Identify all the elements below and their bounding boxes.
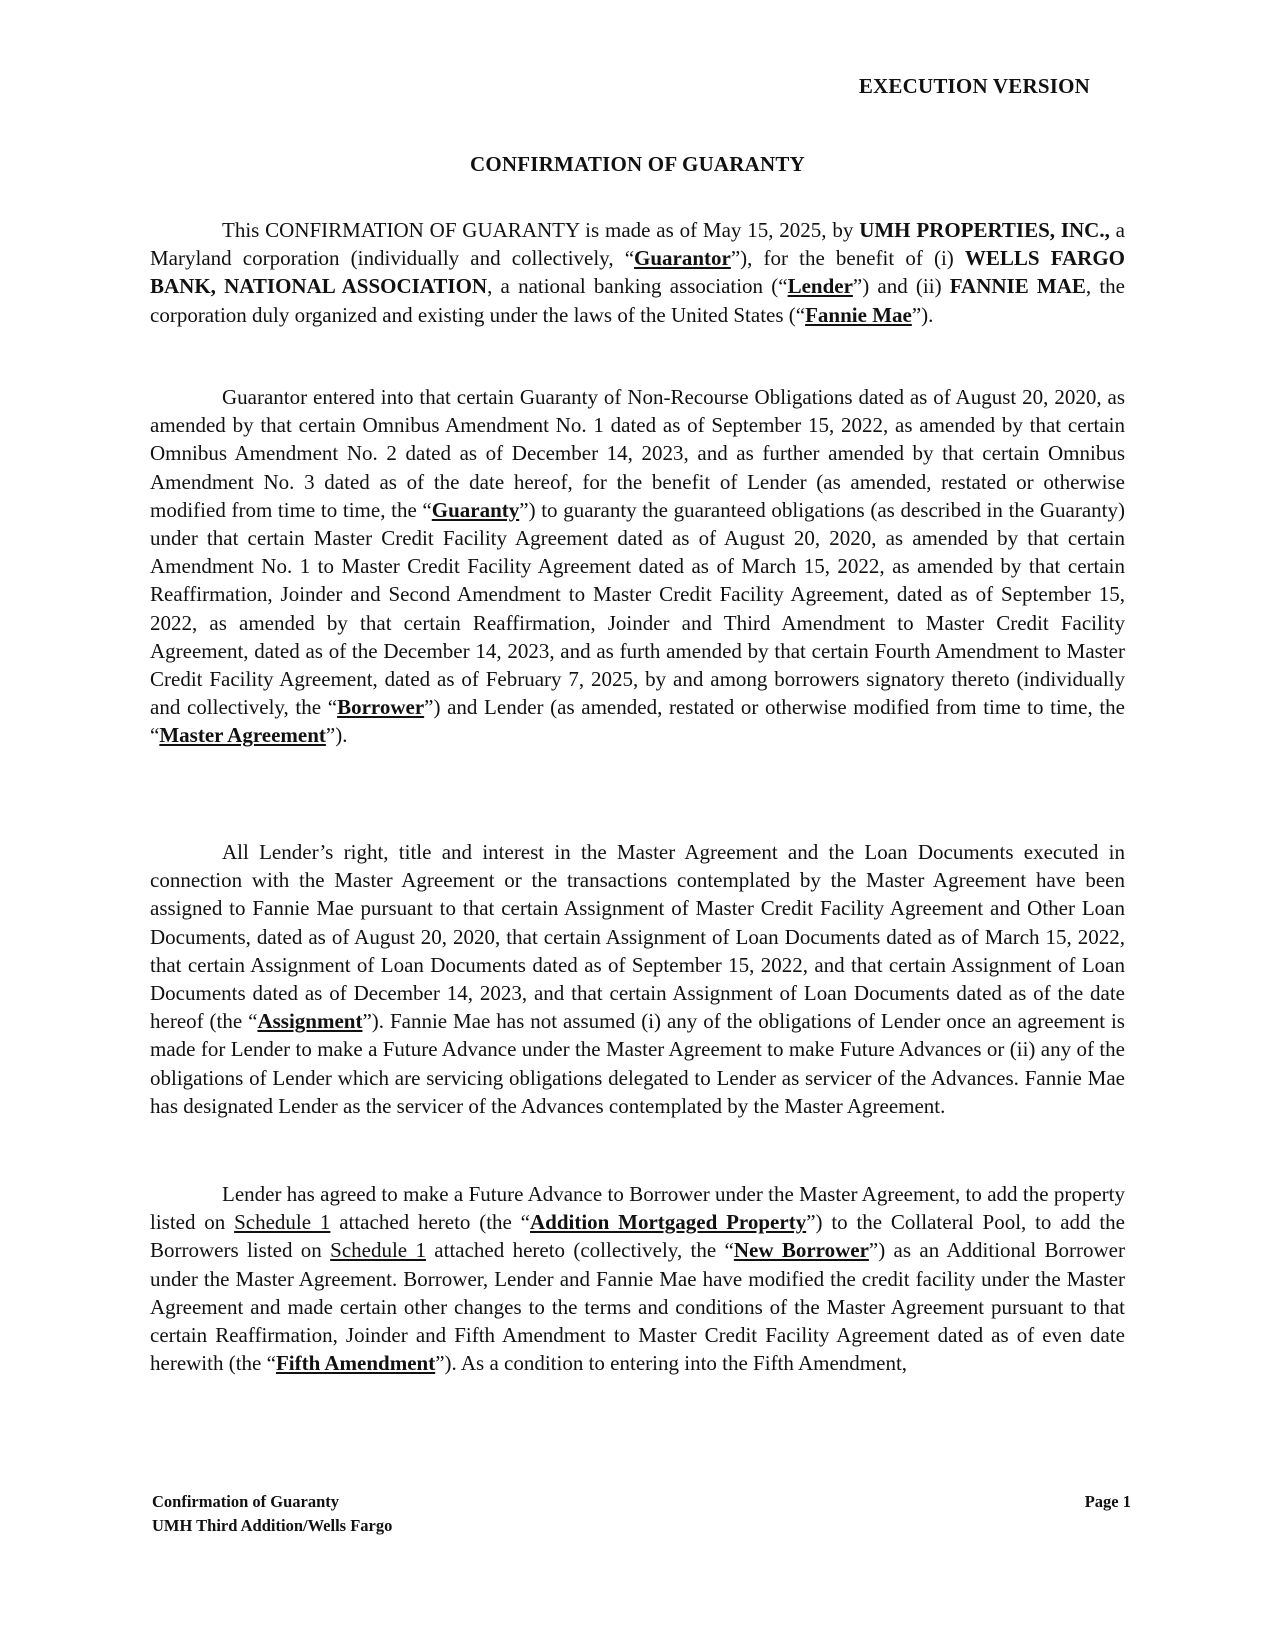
text-run: ”) to guaranty the guaranteed obligations (as described in the Guaranty) under that certain Master Credit Facility Agreement dated as of August 20, 2020, as amended by that certain Amendment No. 1 to Master Credit Facility Agreement dated as of March 15, 2022, as amended by that certain Reaffirmation, Joinder and Second Amendment to Master Credit Facility Agreement, dated as of September 15, 2022, as amended by that certain Reaffirmation, Joinder and Third Amendment to Master Credit Facility Agreement, dated as of the December 14, 2023, and as furth amended by that certain Fourth Amendment to Master Credit Facility Agreement, dated as of February 7, 2025, by and among borrowers signatory thereto (individually and collectively, the “ — [150, 497, 1125, 720]
text-run: ”). Fannie Mae has not assumed (i) any of the obligations of Lender once an agreement is made for Lender to make a Future Advance under the Master Agreement to make Future Advances or (ii) any of the obligations of Lender which are servicing obligations delegated to Lender as servicer of the Advances. Fannie Mae has designated Lender as the servicer of the Advances contemplated by the Master Agreement. — [150, 1009, 1125, 1118]
text-run: All Lender’s right, title and interest in the Master Agreement and the Loan Documents executed in connection with the Master Agreement or the transactions contemplated by the Master Agreement have been assigned to Fannie Mae pursuant to that certain Assignment of Master Credit Facility Agreement and Other Loan Documents, dated as of August 20, 2020, that certain Assignment of Loan Documents dated as of March 15, 2022, that certain Assignment of Loan Documents dated as of September 15, 2022, and that certain Assignment of Loan Documents dated as of December 14, 2023, and that certain Assignment of Loan Documents dated as of the date hereof (the “ — [150, 840, 1125, 1034]
execution-version-label: EXECUTION VERSION — [858, 74, 1090, 98]
paragraph-guaranty-history — [150, 383, 1125, 750]
text-run: ”) to the Collateral Pool, to add the Borrowers listed on — [150, 1210, 1126, 1263]
text-run: ”), for the benefit of (i) — [730, 246, 965, 271]
defined-term-master-agreement: Master Agreement — [159, 723, 326, 748]
defined-term-assignment: Assignment — [257, 1009, 363, 1034]
text-run: This CONFIRMATION OF GUARANTY is made as of May 15, 2025, by — [222, 218, 860, 242]
paragraph-parties — [150, 216, 1125, 329]
text-run: attached hereto (collectively, the “ — [425, 1238, 734, 1263]
text-run: Guarantor entered into that certain Guaranty of Non-Recourse Obligations dated as of August 20, 2020, as amended by that certain Omnibus Amendment No. 1 dated as of September 15, 2022, as amended by that certain Omnibus Amendment No. 2 dated as of December 14, 2023, and as further amended by that certain Omnibus Amendment No. 3 dated as of the date hereof, for the benefit of Lender (as amended, restated or otherwise modified from time to time, the “ — [150, 385, 1125, 522]
text-run: ”) as an Additional Borrower under the Master Agreement. Borrower, Lender and Fannie Mae have modified the credit facility under the Master Agreement and made certain other changes to the terms and conditions of the Master Agreement pursuant to that certain Reaffirmation, Joinder and Fifth Amendment to Master Credit Facility Agreement dated as of even date herewith (the “ — [150, 1238, 1125, 1376]
defined-term-fannie-mae: Fannie Mae — [805, 302, 912, 327]
text-run: ”). — [911, 302, 934, 327]
defined-term-borrower: Borrower — [337, 695, 425, 720]
paragraph-assignment — [150, 838, 1125, 1120]
text-run: attached hereto (the “ — [330, 1210, 530, 1235]
footer-document-name: Confirmation of Guaranty — [152, 1492, 339, 1511]
footer-matter-name: UMH Third Addition/Wells Fargo — [152, 1516, 393, 1535]
paragraph-future-advance — [150, 1180, 1125, 1377]
text-run: , the corporation duly organized and existing under the laws of the United States (“ — [150, 274, 1126, 327]
defined-term-fifth-amendment: Fifth Amendment — [275, 1351, 436, 1376]
text-run: ”). As a condition to entering into the Fifth Amendment, — [435, 1351, 908, 1376]
fannie-mae-name: FANNIE MAE — [949, 274, 1086, 299]
defined-term-lender: Lender — [787, 274, 853, 299]
text-run: a Maryland corporation (individually and collectively, “ — [150, 218, 1125, 271]
lender-name: WELLS FARGO BANK, NATIONAL ASSOCIATION — [150, 246, 1125, 299]
schedule-1-reference: Schedule 1 — [234, 1210, 331, 1235]
defined-term-addition-mortgaged-property: Addition Mortgaged Property — [530, 1210, 807, 1235]
footer-page-number: Page 1 — [1084, 1492, 1131, 1511]
text-run: Lender has agreed to make a Future Advance to Borrower under the Master Agreement, to add the property listed on — [150, 1182, 1125, 1235]
schedule-1-reference: Schedule 1 — [330, 1238, 426, 1263]
defined-term-guarantor: Guarantor — [634, 246, 731, 271]
guarantor-name: UMH PROPERTIES, INC., — [859, 218, 1110, 242]
defined-term-guaranty: Guaranty — [431, 497, 520, 522]
text-run: ”) and Lender (as amended, restated or otherwise modified from time to time, the “ — [150, 695, 1126, 748]
document-title: CONFIRMATION OF GUARANTY — [470, 152, 805, 176]
text-run: ”) and (ii) — [852, 274, 950, 299]
footer-document-info — [152, 1490, 392, 1538]
defined-term-new-borrower: New Borrower — [733, 1238, 869, 1263]
text-run: , a national banking association (“ — [487, 274, 788, 299]
text-run: ”). — [325, 723, 348, 748]
